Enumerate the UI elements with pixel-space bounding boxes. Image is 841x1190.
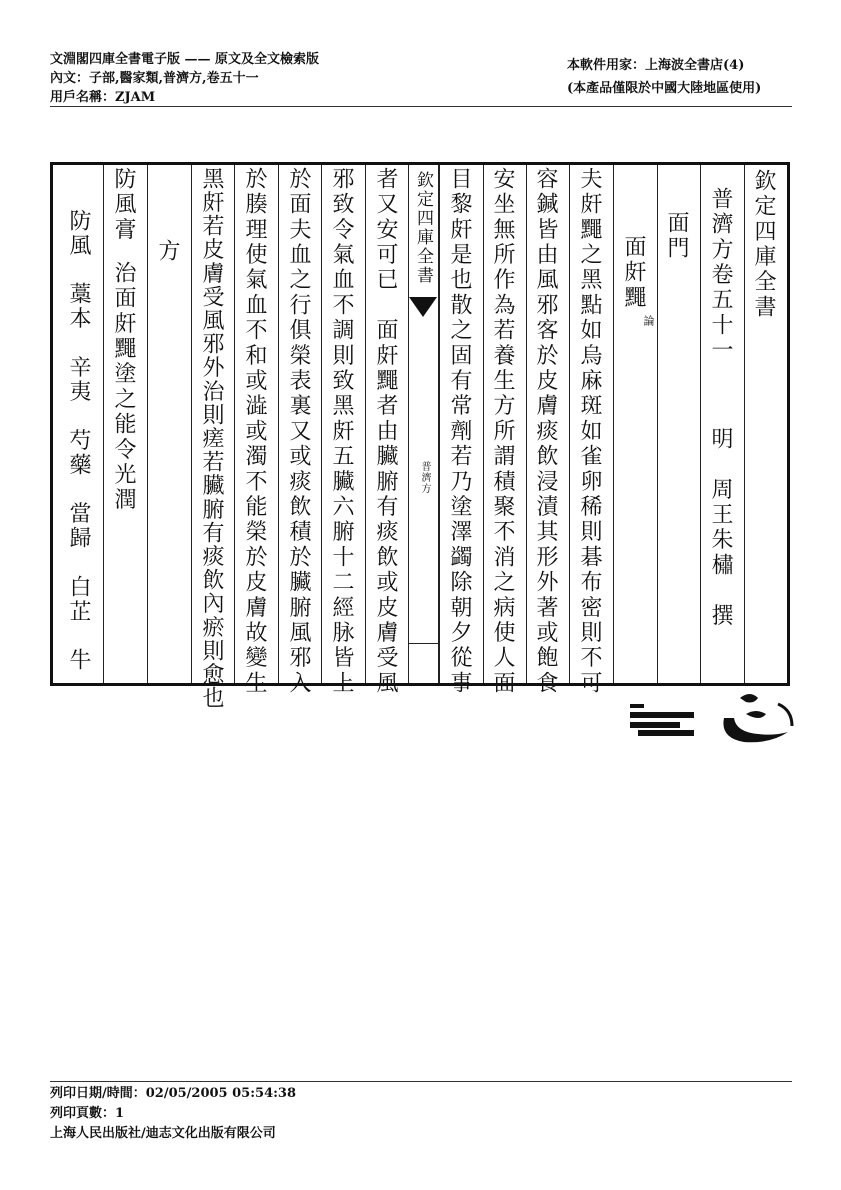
fold-title: 欽定四庫全書: [413, 171, 433, 285]
text-column: 目黎皯是也散之固有常劑若乃塗澤蠲除朝夕從事: [447, 167, 472, 697]
column-divider: [744, 165, 745, 683]
header-licensee: 本軟件用家：上海波全書店(4): [567, 58, 745, 73]
column-divider: [234, 165, 235, 683]
recipe-heading: 方: [155, 239, 180, 265]
text-column: 邪致令氣血不調則致黑皯五臟六腑十二經脉皆上: [329, 167, 354, 697]
column-divider: [569, 165, 570, 683]
fold-book-name: 普濟方: [419, 461, 430, 494]
print-page-count: 列印頁數：1: [50, 1106, 125, 1121]
column-divider: [147, 165, 148, 683]
author-line: 明 周王朱橚 撰: [708, 427, 733, 629]
fold-divider: [409, 643, 438, 644]
publisher-credit: 上海人民出版社/迪志文化出版有限公司: [50, 1126, 276, 1141]
ingredient-list: 防風 藁本 辛夷 芍藥 當歸 白芷 牛: [66, 209, 91, 673]
fish-tail-mark: [409, 297, 437, 317]
volume-title: 普濟方卷五十一: [708, 187, 733, 364]
text-column: 安坐無所作為若養生方所謂積聚不消之病使人面: [490, 167, 515, 697]
header-left: [50, 50, 319, 107]
header-region-notice: (本產品僅限於中國大陸地區使用): [567, 81, 762, 96]
column-divider: [278, 165, 279, 683]
text-column: 黑皯若皮膚受風邪外治則瘥若臟腑有痰飲內瘀則愈也: [199, 167, 224, 710]
column-divider: [321, 165, 322, 683]
footer-divider: [50, 1081, 792, 1082]
publisher-seal-logo: [628, 690, 798, 756]
text-column: 者又安可已 面皯䵴者由臟腑有痰飲或皮膚受風: [373, 167, 398, 697]
text-column: 於腠理使氣血不和或澁或濁不能榮於皮膚故變生: [242, 167, 267, 697]
collection-title-column: 欽定四庫全書: [751, 169, 776, 321]
chapter-heading: 面門: [664, 211, 689, 262]
recipe-indication: 治面皯䵴塗之能令光潤: [111, 261, 136, 513]
column-divider: [439, 165, 440, 683]
column-divider: [365, 165, 366, 683]
text-column: 容鍼皆由風邪客於皮膚痰飲浸漬其形外著或飽食: [533, 167, 558, 697]
column-divider: [191, 165, 192, 683]
print-datetime: 列印日期/時間：02/05/2005 05:54:38: [50, 1086, 297, 1101]
header-title: 文淵閣四庫全書電子版 —— 原文及全文檢索版: [50, 52, 320, 67]
text-column: 夫皯䵴之黑點如烏麻斑如雀卵稀則碁布密則不可: [577, 167, 602, 697]
fold-title-box: [409, 165, 438, 297]
column-divider: [613, 165, 614, 683]
page-fold-column: [408, 165, 439, 683]
column-divider: [700, 165, 701, 683]
header-right: [567, 54, 761, 100]
column-divider: [526, 165, 527, 683]
column-divider: [103, 165, 104, 683]
document-page-frame: [50, 162, 790, 710]
text-column: 於面夫血之行俱榮表裏又或痰飲積於臟腑風邪入: [286, 167, 311, 697]
header-divider: [50, 106, 792, 107]
section-note: 論: [642, 315, 655, 326]
header-username: 用戶名稱：ZJAM: [50, 90, 156, 105]
column-divider: [657, 165, 658, 683]
recipe-name: 防風膏: [111, 167, 136, 243]
section-heading: 面皯䵴: [621, 235, 646, 311]
column-divider: [483, 165, 484, 683]
header-content-path: 內文：子部,醫家類,普濟方,卷五十一: [50, 71, 259, 86]
